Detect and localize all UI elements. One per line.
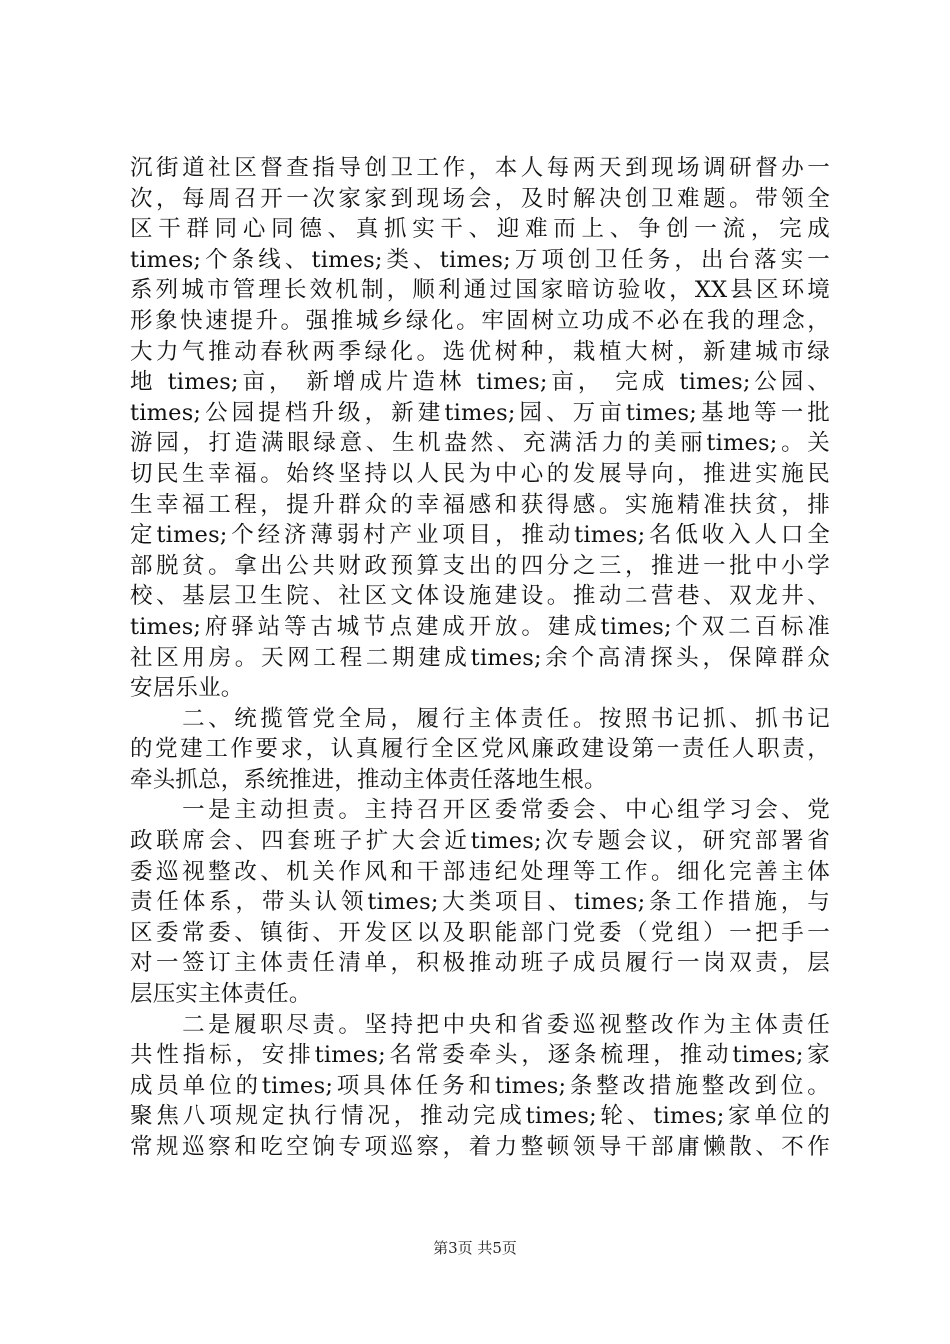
text-line: 区干群同心同德、真抓实干、迎难而上、争创一流，完成 (130, 216, 830, 243)
text-line: 一是主动担责。主持召开区委常委会、中心组学习会、党 (130, 797, 830, 824)
text-line: 共性指标，安排times;名常委牵头，逐条梳理，推动times;家 (130, 1042, 830, 1069)
text-line: 地 times;亩， 新增成片造林 times;亩， 完成 times;公园、 (130, 369, 830, 396)
text-line: 常规巡察和吃空饷专项巡察，着力整顿领导干部庸懒散、不作 (130, 1134, 830, 1160)
text-line: 定times;个经济薄弱村产业项目，推动times;名低收入人口全 (130, 522, 830, 549)
text-line: 系列城市管理长效机制，顺利通过国家暗访验收，XX县区环境 (130, 277, 830, 304)
text-line: 形象快速提升。强推城乡绿化。牢固树立功成不必在我的理念， (130, 307, 830, 334)
text-line: 校、基层卫生院、社区文体设施建设。推动二营巷、双龙井、 (130, 583, 830, 610)
text-line: 层压实主体责任。 (130, 981, 312, 1008)
text-line: times;府驿站等古城节点建成开放。建成times;个双二百标准 (130, 613, 830, 640)
text-line: 社区用房。天网工程二期建成times;余个高清探头，保障群众 (130, 644, 830, 671)
text-line: 二是履职尽责。坚持把中央和省委巡视整改作为主体责任 (130, 1011, 830, 1038)
text-line: 次，每周召开一次家家到现场会，及时解决创卫难题。带领全 (130, 185, 830, 212)
text-line: 游园，打造满眼绿意、生机盎然、充满活力的美丽times;。关 (130, 430, 830, 457)
page-footer (0, 1238, 950, 1258)
text-line: 政联席会、四套班子扩大会近times;次专题会议，研究部署省 (130, 828, 830, 855)
text-line: 牵头抓总，系统推进，推动主体责任落地生根。 (130, 766, 607, 793)
text-line: 大力气推动春秋两季绿化。选优树种，栽植大树，新建城市绿 (130, 338, 830, 365)
text-line: 区委常委、镇街、开发区以及职能部门党委（党组）一把手一 (130, 919, 830, 946)
text-line: 切民生幸福。始终坚持以人民为中心的发展导向，推进实施民 (130, 460, 830, 487)
text-line: 对一签订主体责任清单，积极推动班子成员履行一岗双责，层 (130, 950, 830, 977)
page-number-label: 第3页 共5页 (433, 1239, 517, 1257)
text-line: 委巡视整改、机关作风和干部违纪处理等工作。细化完善主体 (130, 858, 830, 885)
text-line: 安居乐业。 (130, 675, 244, 702)
text-line: times;个条线、times;类、times;万项创卫任务，出台落实一 (130, 246, 830, 273)
text-line: 责任体系，带头认领times;大类项目、times;条工作措施，与 (130, 889, 830, 916)
text-line: 二、统揽管党全局，履行主体责任。按照书记抓、抓书记 (130, 705, 830, 732)
text-line: 生幸福工程，提升群众的幸福感和获得感。实施精准扶贫，排 (130, 491, 830, 518)
text-line: 部脱贫。拿出公共财政预算支出的四分之三，推进一批中小学 (130, 552, 830, 579)
text-line: 的党建工作要求，认真履行全区党风廉政建设第一责任人职责， (130, 736, 830, 763)
text-line: 聚焦八项规定执行情况，推动完成times;轮、times;家单位的 (130, 1103, 830, 1130)
text-line: 沉街道社区督查指导创卫工作，本人每两天到现场调研督办一 (130, 155, 830, 181)
document-body (130, 153, 830, 1163)
text-line: times;公园提档升级，新建times;园、万亩times;基地等一批 (130, 399, 830, 426)
text-line: 成员单位的times;项具体任务和times;条整改措施整改到位。 (130, 1072, 830, 1099)
